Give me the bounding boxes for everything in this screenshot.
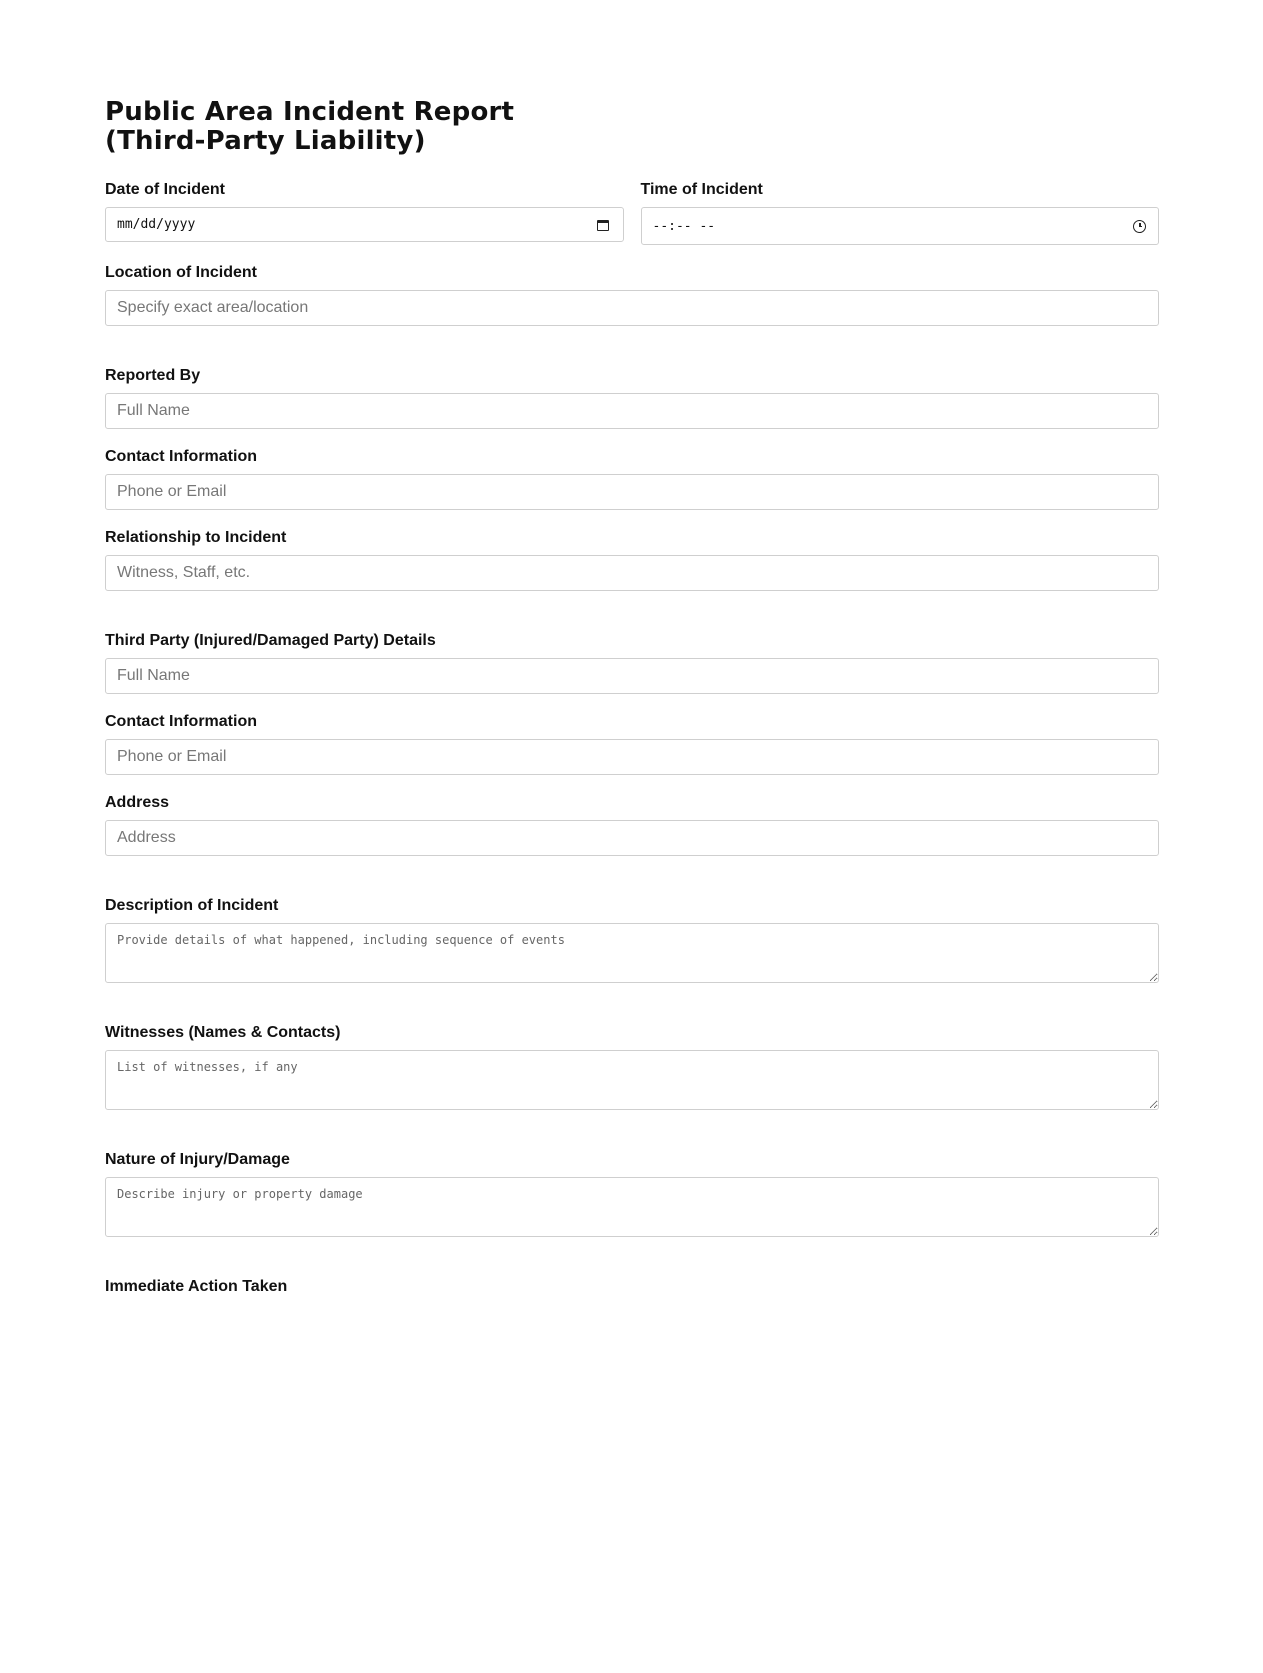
immediate-action-group xyxy=(105,1277,1159,1299)
reporter-contact-input[interactable] xyxy=(105,474,1159,510)
time-input[interactable] xyxy=(641,207,1160,245)
address-group xyxy=(105,793,1159,856)
witnesses-group xyxy=(105,1023,1159,1110)
time-value: --:-- -- xyxy=(652,218,716,234)
date-value: mm/dd/yyyy xyxy=(117,217,196,232)
calendar-icon[interactable] xyxy=(597,218,611,232)
clock-icon[interactable] xyxy=(1133,220,1146,233)
address-label: Address xyxy=(105,794,170,811)
third-party-group xyxy=(105,631,1159,694)
location-label: Location of Incident xyxy=(105,264,257,281)
location-group xyxy=(105,263,1159,326)
relationship-input[interactable] xyxy=(105,555,1159,591)
description-label: Description of Incident xyxy=(105,897,279,914)
immediate-action-label: Immediate Action Taken xyxy=(105,1278,288,1295)
reported-by-label: Reported By xyxy=(105,367,201,384)
reported-by-input[interactable] xyxy=(105,393,1159,429)
description-group xyxy=(105,896,1159,983)
relationship-group xyxy=(105,528,1159,591)
time-group xyxy=(641,180,1160,245)
date-time-row xyxy=(105,180,1159,245)
reporter-contact-group xyxy=(105,447,1159,510)
third-party-name-input[interactable] xyxy=(105,658,1159,694)
incident-report-form xyxy=(105,98,1159,1299)
nature-label: Nature of Injury/Damage xyxy=(105,1151,290,1168)
relationship-label: Relationship to Incident xyxy=(105,529,287,546)
location-input[interactable] xyxy=(105,290,1159,326)
nature-group xyxy=(105,1150,1159,1237)
date-input[interactable] xyxy=(105,207,624,242)
date-group xyxy=(105,180,624,245)
third-party-contact-input[interactable] xyxy=(105,739,1159,775)
nature-textarea[interactable] xyxy=(105,1177,1159,1237)
reporter-contact-label: Contact Information xyxy=(105,448,257,465)
third-party-contact-label: Contact Information xyxy=(105,713,257,730)
third-party-contact-group xyxy=(105,712,1159,775)
address-input[interactable] xyxy=(105,820,1159,856)
date-label: Date of Incident xyxy=(105,181,226,198)
third-party-label: Third Party (Injured/Damaged Party) Details xyxy=(105,632,436,649)
reported-by-group xyxy=(105,366,1159,429)
time-label: Time of Incident xyxy=(640,181,763,198)
witnesses-label: Witnesses (Names & Contacts) xyxy=(105,1024,341,1041)
witnesses-textarea[interactable] xyxy=(105,1050,1159,1110)
description-textarea[interactable] xyxy=(105,923,1159,983)
form-title: Public Area Incident Report (Third-Party Liability) xyxy=(105,98,515,156)
